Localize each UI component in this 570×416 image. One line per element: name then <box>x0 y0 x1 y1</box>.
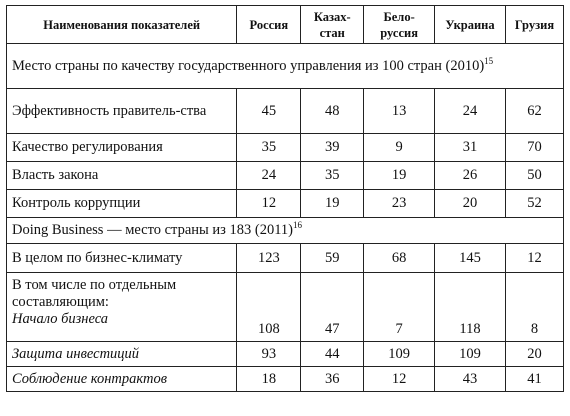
table-row <box>7 367 564 392</box>
cell-value: 93 <box>237 342 301 367</box>
row-label: Защита инвестиций <box>7 342 237 367</box>
row-label: Эффективность правитель-ства <box>7 89 237 134</box>
cell-value: 45 <box>237 89 301 134</box>
row-label: В целом по бизнес-климату <box>7 244 237 273</box>
footnote-ref: 16 <box>293 220 302 231</box>
section-title-governance: Место страны по качеству государственного управления из 100 стран $(2010)^{15}$ <box>7 44 564 89</box>
header-ukraine: Украина <box>435 6 506 44</box>
indicators-table <box>6 5 564 392</box>
cell-value: 12 <box>237 190 301 218</box>
cell-value: 13 <box>364 89 435 134</box>
cell-value: 20 <box>435 190 506 218</box>
cell-value: 118 <box>435 273 506 342</box>
cell-value: 50 <box>506 162 564 190</box>
footnote-ref: 15 <box>484 55 494 66</box>
cell-value: 19 <box>301 190 364 218</box>
cell-value: 20 <box>506 342 564 367</box>
header-row <box>7 6 564 44</box>
row-label: Соблюдение контрактов <box>7 367 237 392</box>
header-indicator: Наименования показателей <box>7 6 237 44</box>
cell-value: 39 <box>301 134 364 162</box>
cell-value: 108 <box>237 273 301 342</box>
cell-value: 123 <box>237 244 301 273</box>
row-label <box>7 273 237 342</box>
row-label: Качество регулирования <box>7 134 237 162</box>
cell-value: 62 <box>506 89 564 134</box>
cell-value: 68 <box>364 244 435 273</box>
cell-value: 145 <box>435 244 506 273</box>
header-georgia: Грузия <box>506 6 564 44</box>
cell-value: 19 <box>364 162 435 190</box>
table-row <box>7 134 564 162</box>
row-label-start: Начало бизнеса <box>12 311 109 327</box>
cell-value: 24 <box>237 162 301 190</box>
cell-value: 8 <box>506 273 564 342</box>
header-belarus: Бело- руссия <box>364 6 435 44</box>
row-label: Контроль коррупции <box>7 190 237 218</box>
cell-value: 109 <box>435 342 506 367</box>
cell-value: 43 <box>435 367 506 392</box>
cell-value: 52 <box>506 190 564 218</box>
table-row <box>7 342 564 367</box>
section-row-doing-business <box>7 218 564 244</box>
cell-value: 31 <box>435 134 506 162</box>
section-title-doing-business: Doing Business — место страны из 183 $(2011)^{16}$ <box>7 218 564 244</box>
table-row <box>7 190 564 218</box>
section-row-governance <box>7 44 564 89</box>
cell-value: 12 <box>364 367 435 392</box>
cell-value: 7 <box>364 273 435 342</box>
sub-heading: В том числе по отдельным составляющим: <box>12 277 177 310</box>
cell-value: 12 <box>506 244 564 273</box>
cell-value: 35 <box>301 162 364 190</box>
cell-value: 18 <box>237 367 301 392</box>
cell-value: 44 <box>301 342 364 367</box>
row-label: Власть закона <box>7 162 237 190</box>
cell-value: 36 <box>301 367 364 392</box>
cell-value: 48 <box>301 89 364 134</box>
header-russia: Россия <box>237 6 301 44</box>
cell-value: 23 <box>364 190 435 218</box>
cell-value: 109 <box>364 342 435 367</box>
cell-value: 47 <box>301 273 364 342</box>
header-kazakhstan: Казах- стан <box>301 6 364 44</box>
table-row <box>7 89 564 134</box>
cell-value: 59 <box>301 244 364 273</box>
cell-value: 9 <box>364 134 435 162</box>
table-row <box>7 244 564 273</box>
cell-value: 24 <box>435 89 506 134</box>
table-row <box>7 273 564 342</box>
cell-value: 70 <box>506 134 564 162</box>
cell-value: 41 <box>506 367 564 392</box>
cell-value: 26 <box>435 162 506 190</box>
table-row <box>7 162 564 190</box>
cell-value: 35 <box>237 134 301 162</box>
